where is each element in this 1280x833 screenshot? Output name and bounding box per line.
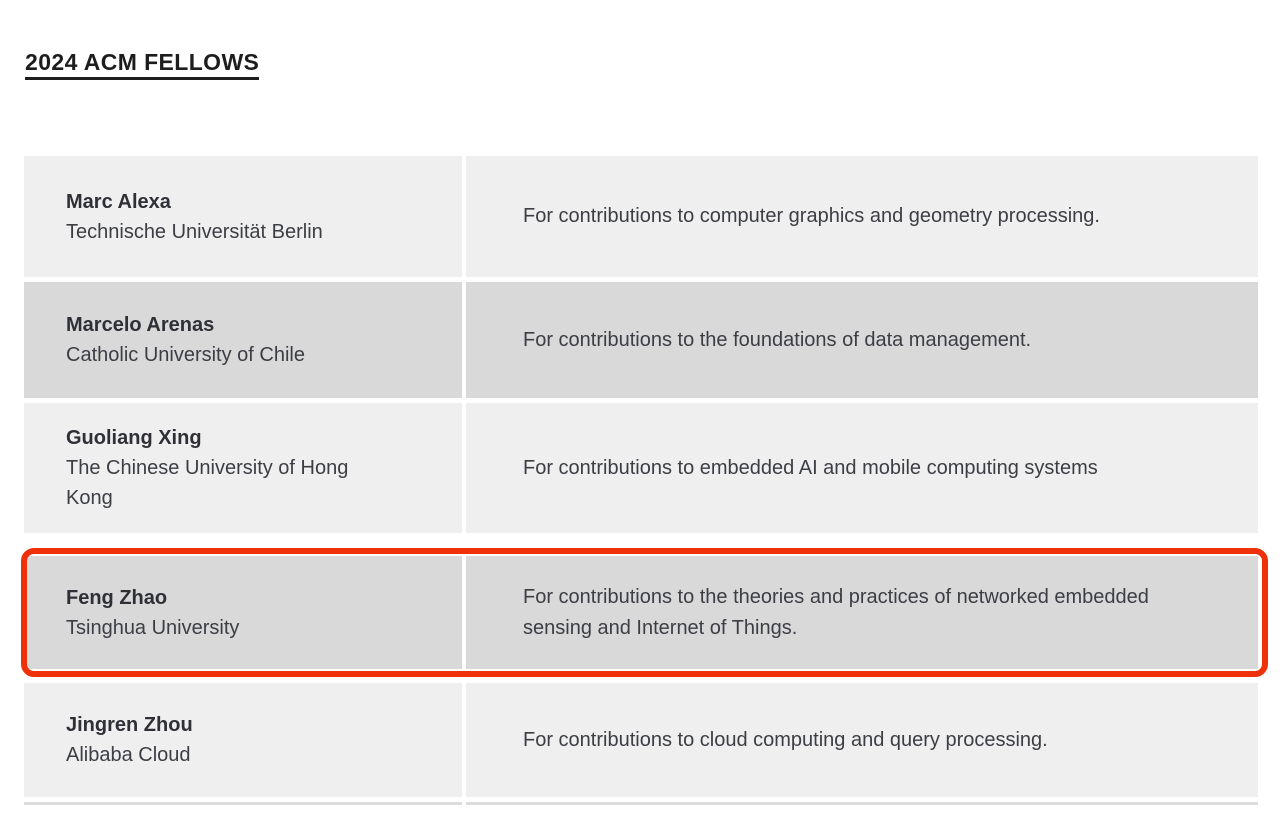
page-title: 2024 ACM FELLOWS xyxy=(25,49,259,80)
fellow-row xyxy=(24,403,1258,533)
fellow-name: Guoliang Xing xyxy=(66,427,202,449)
fellow-name: Marc Alexa xyxy=(66,190,171,213)
fellow-name-cell xyxy=(24,156,462,277)
fellow-affiliation: Catholic University of Chile xyxy=(66,344,305,366)
fellow-name-cell xyxy=(24,683,462,797)
fellow-citation-cell xyxy=(466,156,1258,277)
partial-name-cell xyxy=(24,802,462,805)
heading-section xyxy=(0,0,1280,80)
fellow-citation: For contributions to embedded AI and mobile computing systems xyxy=(523,456,1098,479)
fellow-citation: For contributions to the foundations of data management. xyxy=(523,328,1032,351)
fellow-citation-cell xyxy=(466,403,1258,533)
fellow-citation-cell xyxy=(466,683,1258,797)
partial-next-row xyxy=(24,802,1258,805)
fellow-citation-cell xyxy=(466,556,1258,669)
fellow-citation: For contributions to the theories and practices of networked embedded sensing and Internet of Things. xyxy=(523,585,1149,639)
fellow-row xyxy=(24,156,1258,277)
fellow-name: Jingren Zhou xyxy=(66,714,193,736)
fellow-affiliation: Tsinghua University xyxy=(66,616,240,639)
fellow-name: Marcelo Arenas xyxy=(66,314,215,336)
partial-citation-cell xyxy=(466,802,1258,805)
fellow-citation: For contributions to computer graphics and geometry processing. xyxy=(523,205,1100,227)
fellow-row-highlighted xyxy=(24,556,1258,669)
fellow-name-cell xyxy=(24,403,462,533)
fellow-citation-cell xyxy=(466,282,1258,398)
fellow-row xyxy=(24,683,1258,797)
fellow-affiliation: Technische Universität Berlin xyxy=(66,220,323,243)
fellow-name-cell xyxy=(24,556,462,669)
fellow-citation: For contributions to cloud computing and query processing. xyxy=(523,728,1048,751)
fellow-name: Feng Zhao xyxy=(66,586,168,609)
fellow-name-cell xyxy=(24,282,462,398)
fellow-affiliation: Alibaba Cloud xyxy=(66,744,191,766)
fellows-table xyxy=(24,156,1258,805)
fellow-affiliation: The Chinese University of Hong Kong xyxy=(66,457,349,509)
fellow-row xyxy=(24,282,1258,398)
